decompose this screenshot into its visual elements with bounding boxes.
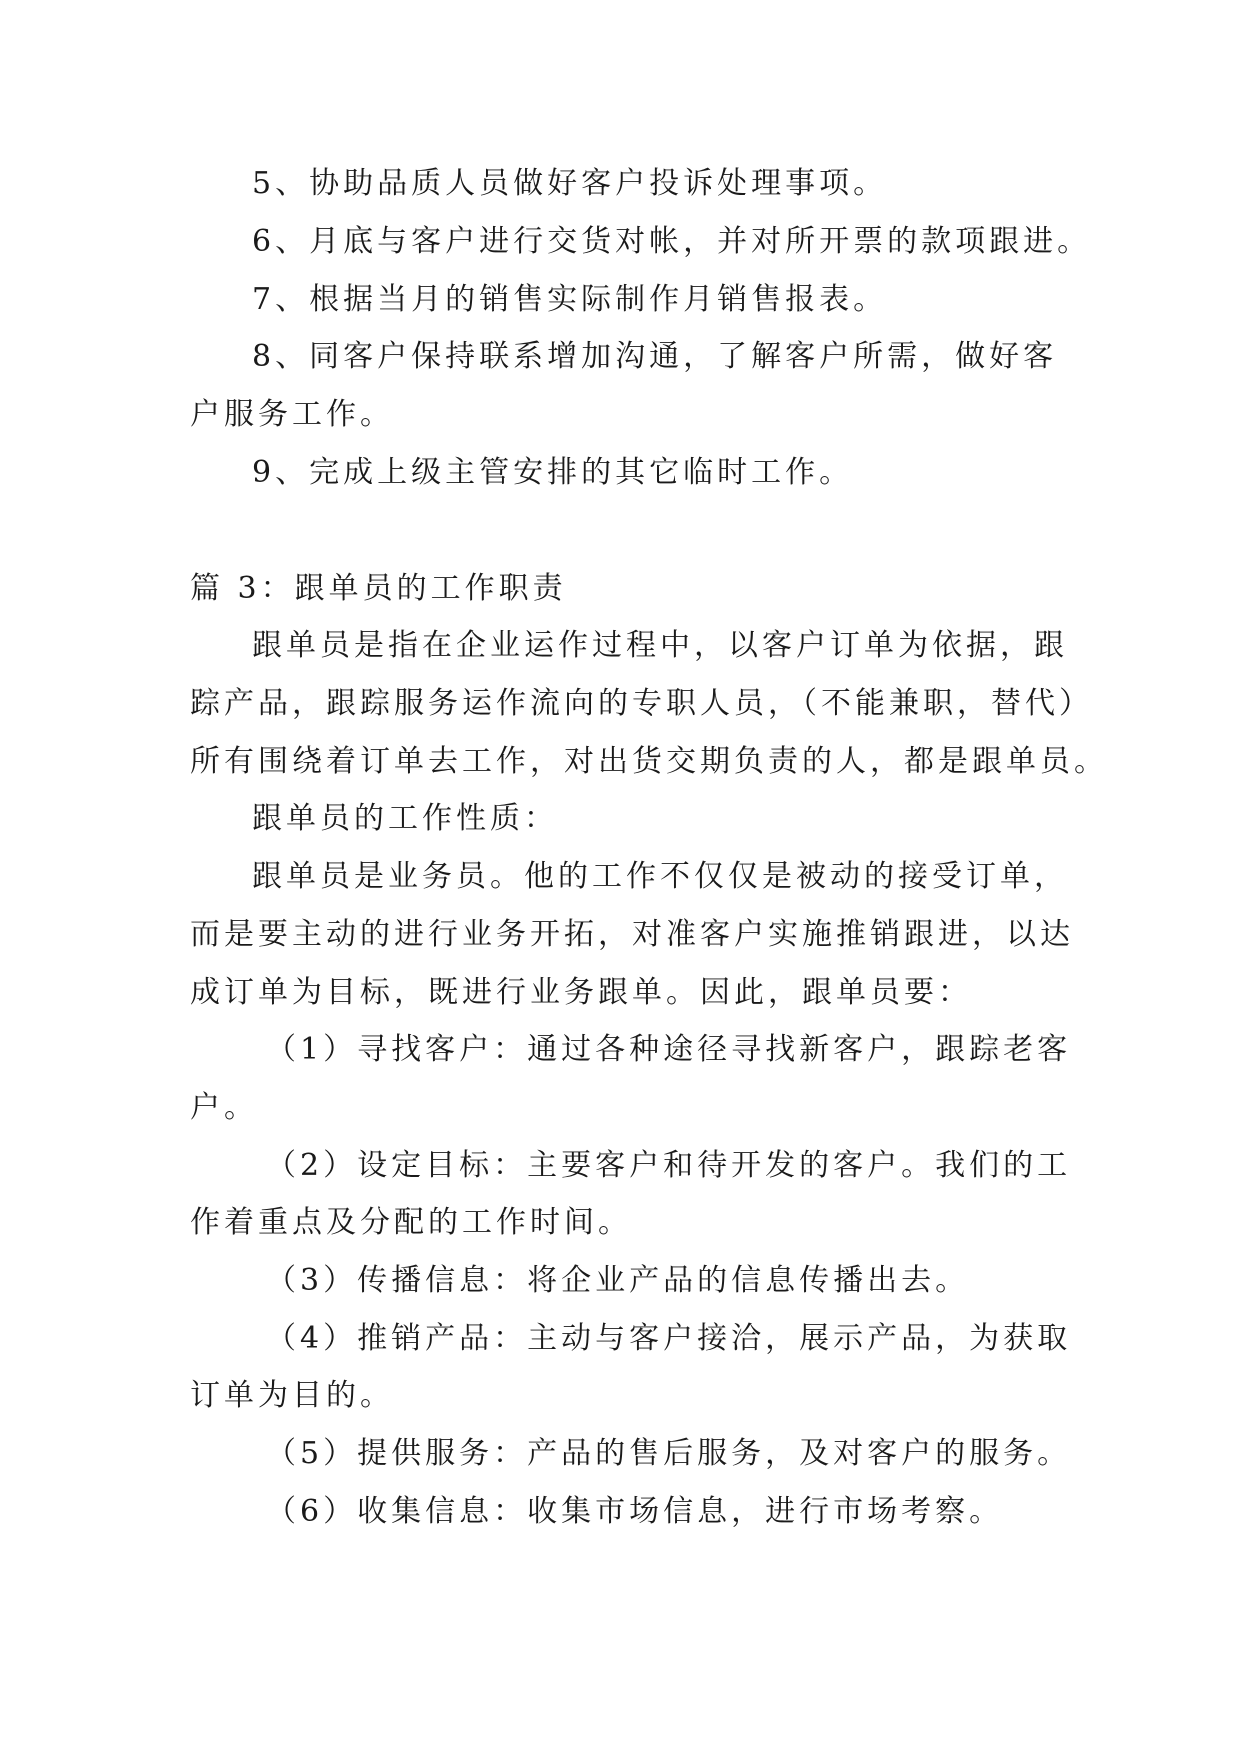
list-item: （2）设定目标：主要客户和待开发的客户。我们的工 [266, 1148, 1072, 1183]
text-line: 所有围绕着订单去工作，对出货交期负责的人，都是跟单员。 [190, 744, 1108, 779]
text-line: 订单为目的。 [190, 1378, 394, 1413]
text-line: 成订单为目标，既进行业务跟单。因此，跟单员要： [190, 975, 972, 1010]
text-line: 跟单员是指在企业运作过程中，以客户订单为依据，跟 [252, 628, 1068, 663]
text-line: 踪产品，跟踪服务运作流向的专职人员，（不能兼职，替代） [190, 686, 1093, 721]
text-line: 7、根据当月的销售实际制作月销售报表。 [252, 282, 888, 317]
list-item: （5）提供服务：产品的售后服务，及对客户的服务。 [266, 1436, 1072, 1471]
text-line: 8、同客户保持联系增加沟通，了解客户所需，做好客 [252, 339, 1058, 374]
section-heading: 篇 3：跟单员的工作职责 [190, 571, 567, 606]
text-line: 作着重点及分配的工作时间。 [190, 1205, 632, 1240]
text-line: 6、月底与客户进行交货对帐，并对所开票的款项跟进。 [252, 224, 1092, 259]
text-line: 跟单员是业务员。他的工作不仅仅是被动的接受订单， [252, 859, 1068, 894]
text-line: 跟单员的工作性质： [252, 801, 558, 836]
text-line: 9、完成上级主管安排的其它临时工作。 [252, 455, 854, 490]
text-line: 而是要主动的进行业务开拓，对准客户实施推销跟进，以达 [190, 917, 1074, 952]
list-item: （3）传播信息：将企业产品的信息传播出去。 [266, 1263, 970, 1298]
list-item: （6）收集信息：收集市场信息，进行市场考察。 [266, 1494, 1004, 1529]
text-line: 5、协助品质人员做好客户投诉处理事项。 [252, 166, 888, 201]
list-item: （4）推销产品：主动与客户接洽，展示产品，为获取 [266, 1321, 1072, 1356]
list-item: （1）寻找客户：通过各种途径寻找新客户，跟踪老客 [266, 1032, 1072, 1067]
text-line: 户。 [190, 1090, 258, 1125]
text-line: 户服务工作。 [190, 397, 394, 432]
